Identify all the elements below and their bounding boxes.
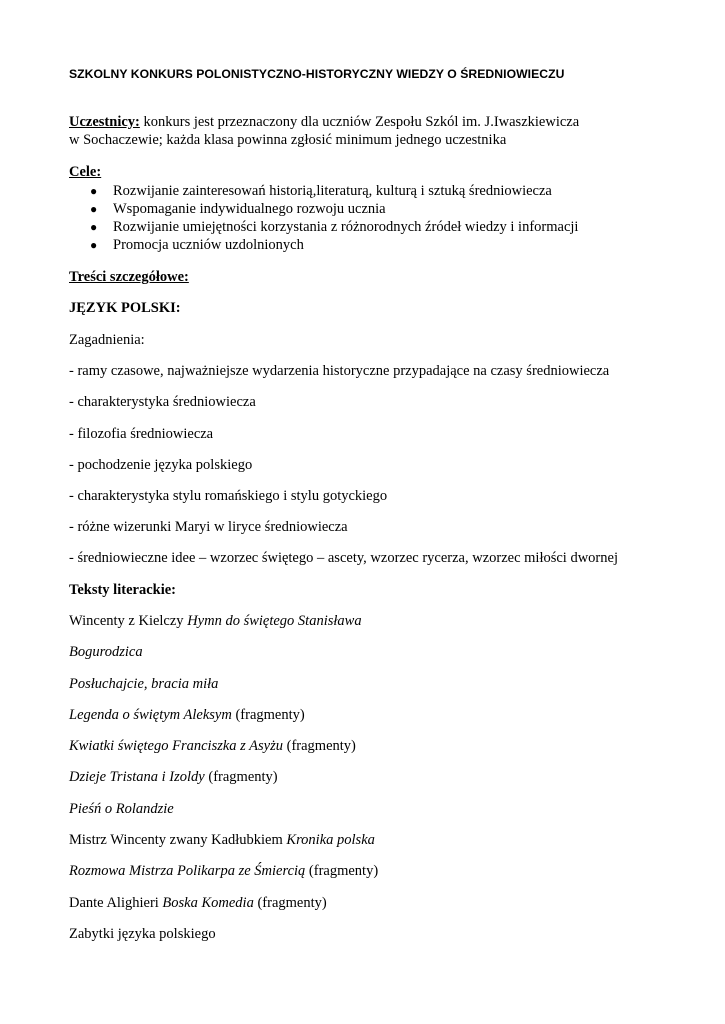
topic-item: - średniowieczne idee – wzorzec świętego – ascety, wzorzec rycerza, wzorzec miłości dwornej <box>69 550 618 566</box>
goal-text: Rozwijanie umiejętności korzystania z różnorodnych źródeł wiedzy i informacji <box>113 219 579 235</box>
bullet-icon: ● <box>90 202 98 216</box>
text-work: Posłuchajcie, bracia miła <box>69 676 219 692</box>
text-item <box>69 706 305 724</box>
topics-heading: Zagadnienia: <box>69 332 145 348</box>
text-item <box>69 612 362 630</box>
topic-item: - pochodzenie języka polskiego <box>69 457 253 473</box>
text-item <box>69 675 218 693</box>
text-note: (fragmenty) <box>204 769 278 785</box>
text-note: (fragmenty) <box>305 863 379 879</box>
participants-text-line1: konkurs jest przeznaczony dla uczniów Zespołu Szkól im. J.Iwaszkiewicza <box>139 114 580 130</box>
text-author: Zabytki języka polskiego <box>69 926 216 942</box>
goal-text: Wspomaganie indywidualnego rozwoju ucznia <box>113 201 386 217</box>
goals-list <box>88 182 578 254</box>
text-item <box>69 894 327 912</box>
topic-item: - charakterystyka średniowiecza <box>69 394 256 410</box>
text-item <box>69 768 278 786</box>
topic-item: - ramy czasowe, najważniejsze wydarzenia historyczne przypadające na czasy średniowiecza <box>69 363 610 379</box>
text-author: Mistrz Wincenty zwany Kadłubkiem <box>69 832 287 848</box>
bullet-icon: ● <box>90 184 98 198</box>
participants-paragraph <box>69 113 669 149</box>
topic-item: - charakterystyka stylu romańskiego i stylu gotyckiego <box>69 488 388 504</box>
text-author: Dante Alighieri <box>69 895 163 911</box>
list-item <box>88 200 578 218</box>
participants-text-line2: w Sochaczewie; każda klasa powinna zgłosić minimum jednego uczestnika <box>69 132 507 148</box>
texts-heading: Teksty literackie: <box>69 582 176 598</box>
bullet-icon: ● <box>90 238 98 252</box>
text-item <box>69 737 356 755</box>
goal-text: Rozwijanie zainteresowań historią,literaturą, kulturą i sztuką średniowiecza <box>113 183 552 199</box>
text-note: (fragmenty) <box>231 707 305 723</box>
goal-text: Promocja uczniów uzdolnionych <box>113 237 304 253</box>
list-item <box>88 218 578 236</box>
list-item <box>88 182 578 200</box>
text-work: Bogurodzica <box>69 644 143 660</box>
text-author: Wincenty z Kielczy <box>69 613 188 629</box>
text-work: Boska Komedia <box>162 895 254 911</box>
text-note: (fragmenty) <box>283 738 356 754</box>
participants-label: Uczestnicy: <box>69 114 140 130</box>
subject-heading: JĘZYK POLSKI: <box>69 300 181 316</box>
text-note: (fragmenty) <box>253 895 327 911</box>
text-item <box>69 862 378 880</box>
text-work: Rozmowa Mistrza Polikarpa ze Śmiercią <box>69 863 306 879</box>
text-work: Kwiatki świętego Franciszka z Asyżu <box>69 738 284 754</box>
text-item <box>69 925 216 943</box>
details-heading: Treści szczegółowe: <box>69 269 189 285</box>
document-title: SZKOLNY KONKURS POLONISTYCZNO-HISTORYCZNY WIEDZY O ŚREDNIOWIECZU <box>69 67 565 81</box>
text-work: Kronika polska <box>286 832 375 848</box>
text-work: Hymn do świętego Stanisława <box>187 613 362 629</box>
text-work: Pieśń o Rolandzie <box>69 801 174 817</box>
text-work: Legenda o świętym Aleksym <box>69 707 232 723</box>
text-item <box>69 800 174 818</box>
text-item <box>69 643 143 661</box>
topic-item: - różne wizerunki Maryi w liryce średniowiecza <box>69 519 348 535</box>
goals-heading: Cele: <box>69 164 102 180</box>
bullet-icon: ● <box>90 220 98 234</box>
list-item <box>88 236 578 254</box>
text-item <box>69 831 375 849</box>
text-work: Dzieje Tristana i Izoldy <box>69 769 205 785</box>
topic-item: - filozofia średniowiecza <box>69 426 214 442</box>
